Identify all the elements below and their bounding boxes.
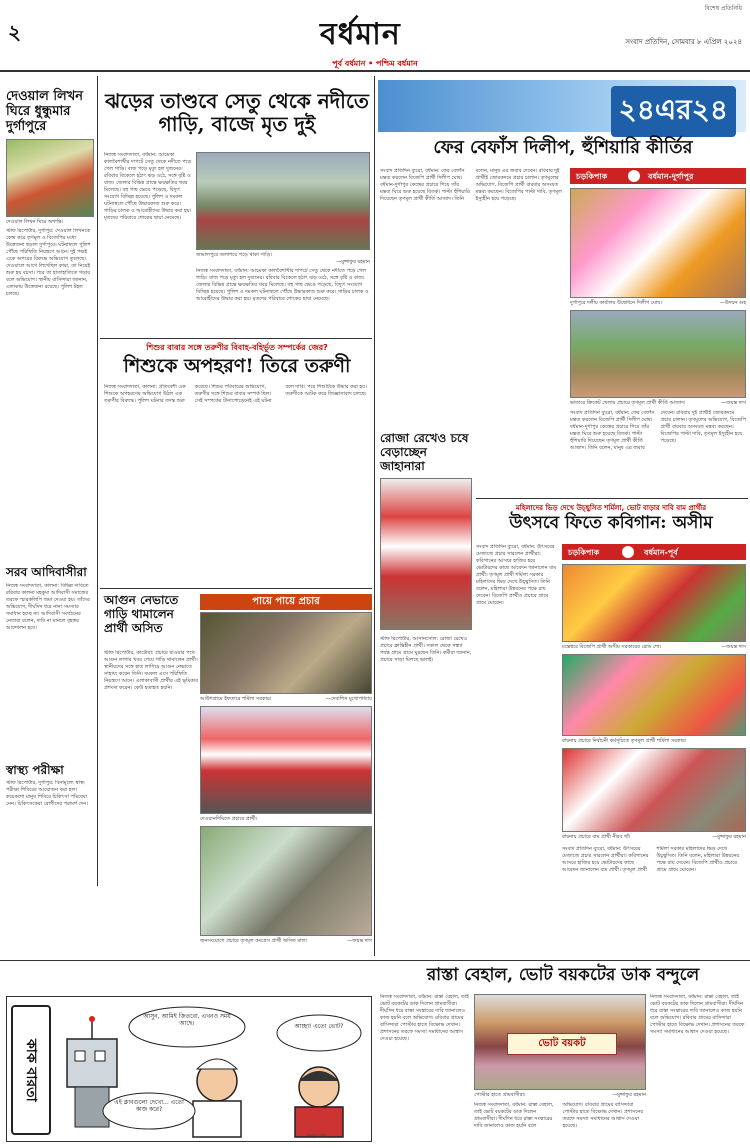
campaign-photo — [200, 706, 372, 814]
photo-caption: পোস্টার হাতে গ্রামবাসীরা। — [474, 1092, 526, 1098]
story-headline: শিশুকে অপহরণ! তিরে তরুণী — [123, 355, 351, 377]
panel-title: পায়ে পায়ে প্রচার — [200, 594, 372, 610]
photo-credit: —মুন্সাফুর রহমান — [612, 1092, 646, 1098]
photo-credit: —জয়ন্ত দাস — [721, 400, 746, 406]
story-body: সংবাদ প্রতিদিন ব্যুরো, বর্ধমান: উৎসবের মেজাজে প্রচার সারলেন প্রার্থীরা। কবিগানের আসরে হাজির হয়ে ভোটারদের কাছে আবেদন জানালেন বাম প্রার্থী। তৃণমূল প্রার্থী শর্মিলা সরকার মহিলাদের ভিড় দেখে উচ্ছ্বসিত। তিনি বলেন, মহিলারা উন্নয়নের পক্ষে রায় দেবেন। বিজেপি প্রার্থীও প্রচারে গ্রামে গ্রামে ঘোরেন। — [476, 544, 557, 606]
photo-caption: আউশগ্রামে ইফতারে শর্মিলা সরকার। — [200, 696, 272, 702]
story-tag-bar — [562, 544, 746, 560]
newspaper-title: বর্ধমান — [320, 17, 401, 52]
election-logo: ২৪এর২৪ — [611, 86, 736, 137]
cartoon-strip — [6, 996, 372, 1142]
story-kicker: শিশুর বাবার সঙ্গে তরুণীর বিবাহ-বহির্ভূত সম্পর্কের জের? — [146, 343, 328, 352]
story-headline: উৎসবে ফিতে কবিগান: অসীম — [509, 513, 713, 533]
protest-poster: ভোট বয়কট — [507, 1033, 617, 1055]
story-body: স্টাফ রিপোর্টার, আসানসোল: রোজা রেখেও প্রচারে ক্লান্তিহীন প্রার্থী। সকাল থেকে সন্ধ্যা পর্যন্ত গ্রামে গ্রামে ঘুরছেন তিনি। কর্মীরা জানান, প্রচারে সাড়া মিলছে ভালই। — [380, 636, 472, 663]
tag-constituency: বর্ধমান-পূর্ব — [644, 548, 678, 557]
section-strip: পূর্ব বর্ধমান • পশ্চিম বর্ধমান — [332, 59, 418, 68]
masthead-bar — [0, 0, 750, 72]
row-divider — [0, 960, 750, 961]
photo-caption: ভাতারে ক্রিকেট খেলায় প্রচারে তৃণমূল প্রার্থী কীর্তি আজাদ। — [570, 400, 686, 406]
story-headline: রোজা রেখেও চষে বেড়াচ্ছেন জাহানারা — [380, 431, 469, 473]
election-photo — [570, 310, 746, 398]
story-headline: সরব আদিবাসীরা — [6, 564, 87, 579]
election-photo — [570, 188, 746, 298]
left-column — [6, 90, 94, 870]
lead-headline: ঝড়ের তাণ্ডবে সেতু থেকে নদীতে গাড়ি, বাজে মৃত দুই — [105, 89, 369, 136]
row-divider — [100, 588, 372, 589]
story-body: নিজস্ব সংবাদদাতা, কালনা: প্রতিবেশী এক শিশুকে অপহরণের অভিযোগ উঠল এক তরুণীর বিরুদ্ধে। পুলিশ ঘটনার তদন্ত শুরু করেছে। শিশুর পরিবারের অভিযোগ, তরুণীর সঙ্গে শিশুর বাবার সম্পর্ক ছিল। সেই সম্পর্কের টানাপোড়েনেই এই ঘটনা বলে দাবি। পরে শিশুটিকে উদ্ধার করা হয়। তরুণীকে আটক করে জিজ্ঞাসাবাদ চলছে। — [104, 384, 367, 404]
page-number: ২ — [8, 20, 22, 44]
kabigan-photo — [562, 748, 746, 832]
story-body: নিজস্ব সংবাদদাতা, কালনা: বিভিন্ন দাবিতে রবিবার কালনা মহকুমা আদিবাসী সমাজের তরফে স্মারকলিপি জমা দেওয়া হয়। তাঁদের অভিযোগ, দীর্ঘদিন ধরে নানা সমস্যার সমাধান হচ্ছে না। আদিবাসী সংগঠনের নেতারা বলেন, দাবি না মানলে বৃহত্তর আন্দোলন হবে। — [6, 582, 90, 631]
ballot-icon — [622, 546, 634, 558]
story-body-cont: সংবাদ প্রতিদিন ব্যুরো, বর্ধমান: ফের বেফাঁস মন্তব্য করলেন বিজেপি প্রার্থী দিলীপ ঘোষ। বর্ধমান-দুর্গাপুর কেন্দ্রের প্রচারে গিয়ে তাঁর মন্তব্য ঘিরে শুরু হয়েছে বিতর্ক। পাল্টা হুঁশিয়ারি দিয়েছেন তৃণমূল প্রার্থী কীর্তি আজাদ। তিনি বলেন, মানুষ এর জবাব দেবেন। রবিবার দুই প্রার্থীই জোরকদমে প্রচার চালান। তৃণমূলের অভিযোগ, বিজেপি প্রার্থী বারবার অসংযত মন্তব্য করছেন। বিজেপির পাল্টা দাবি, তৃণমূল ইস্যুহীন হয়ে পড়েছে। — [570, 410, 746, 451]
story-body: স্টাফ রিপোর্টার, দুর্গাপুর: বিনামূল্যে স্বাস্থ্য পরীক্ষা শিবিরের আয়োজন করা হল। কয়েকশো মানুষ শিবিরে চিকিৎসা পরিষেবা নেন। চিকিৎসকেরা রোগীদের পরামর্শ দেন। — [6, 780, 88, 808]
speech-bubble: আসুন, আমিই জিতবো, এখনও সময় আছে। — [143, 1013, 231, 1027]
photo-credit: —জয়ন্ত দাস — [347, 938, 372, 944]
row-divider — [100, 338, 372, 339]
tag-label: চড়কিপাক — [576, 172, 608, 181]
story-body-cont: নিজস্ব সংবাদদাতা, বর্ধমান: রাস্তা বেহাল, তাই ভোট বয়কটের ডাক দিলেন গ্রামবাসীরা। দীর্ঘদিন ধরে রাস্তা সংস্কারের দাবি জানালেও কাজ হয়নি বলে অভিযোগ। রবিবার গ্রামের বাসিন্দারা পোস্টার হাতে বিক্ষোভ দেখান। প্রশাসনের তরফে সমস্যা সমাধানের আশ্বাস দেওয়া হয়েছে। — [474, 1102, 644, 1129]
story-body: সংবাদ প্রতিদিন ব্যুরো, বর্ধমান: ফের বেফাঁস মন্তব্য করলেন বিজেপি প্রার্থী দিলীপ ঘোষ। বর্ধমান-দুর্গাপুর কেন্দ্রের প্রচারে গিয়ে তাঁর মন্তব্য ঘিরে শুরু হয়েছে বিতর্ক। পাল্টা হুঁশিয়ারি দিয়েছেন তৃণমূল প্রার্থী কীর্তি আজাদ। তিনি বলেন, মানুষ এর জবাব দেবেন। রবিবার দুই প্রার্থীই জোরকদমে প্রচার চালান। তৃণমূলের অভিযোগ, বিজেপি প্রার্থী বারবার অসংযত মন্তব্য করছেন। বিজেপির পাল্টা দাবি, তৃণমূল ইস্যুহীন হয়ে পড়েছে। — [380, 168, 562, 202]
kabigan-photo — [562, 654, 746, 736]
lead-body: নিজস্ব সংবাদদাতা, বর্ধমান: আচমকা কালবৈশাখীর দাপটে সেতু থেকে নদীতে পড়ে গেল গাড়ি। বাজ পড়ে মৃত্যু হল দুজনের। রবিবার বিকেলে হঠাৎ ঝড় ওঠে, সঙ্গে বৃষ্টি ও বাজ। জেলার বিভিন্ন প্রান্তে ক্ষয়ক্ষতির খবর মিলেছে। বহু গাছ ভেঙে পড়েছে, বিদ্যুৎ সংযোগ বিচ্ছিন্ন হয়েছে। পুলিশ ও দমকল ঘটনাস্থলে পৌঁছে উদ্ধারকাজ শুরু করে। গাড়ির চালক ও আরোহীদের উদ্ধার করা হয়। মৃতদের পরিবারে শোকের ছায়া নেমেছে। — [104, 152, 192, 221]
campaign-photo — [200, 826, 372, 936]
photo-caption: রায়নায় প্রচারে নির্বাচনী কর্মসূচিতে তৃণমূল প্রার্থী শর্মিলা সরকার। — [562, 738, 687, 744]
election-headline: ফের বেফাঁস দিলীপ, হুঁশিয়ারি কীর্তির — [433, 137, 693, 158]
column-divider — [97, 76, 98, 886]
speech-bubble: এই ক্লাবগুলো দেখো... এতো কাজ করে? — [114, 1099, 184, 1113]
story-headline: দেওয়াল লিখন ঘিরে ধুন্ধুমার দুর্গাপুরে — [6, 89, 84, 134]
bottom-photo — [474, 994, 646, 1090]
ballot-icon — [628, 170, 640, 182]
photo-caption: রায়নায় প্রচারে বাম প্রার্থী নীরব খাঁ। — [562, 834, 631, 840]
cartoon-credit: অনুপ রায় — [307, 1133, 327, 1139]
photo-credit: —দেবাশিস মুখোপাধ্যায় — [325, 696, 372, 702]
photo-credit: —উদয়ন গুহ — [719, 300, 746, 306]
edition-meta — [705, 4, 742, 13]
photo-caption: জামালপুরে জলাশয়ে পড়ে থাকা গাড়ি। — [196, 252, 273, 258]
story-headline: স্বাস্থ্য পরীক্ষা — [6, 762, 64, 777]
row-divider — [476, 498, 748, 499]
column-divider — [374, 76, 375, 956]
story-body: স্টাফ রিপোর্টার, দুর্গাপুর: দেওয়াল লিখনকে কেন্দ্র করে তৃণমূল ও বিজেপির মধ্যে উত্তেজনা ছড়াল দুর্গাপুরে। ঘটনাস্থলে পুলিশ পৌঁছে পরিস্থিতি নিয়ন্ত্রণে আনে। দুই পক্ষই একে অপরের বিরুদ্ধে অভিযোগ তুলেছে। দেওয়ালে আগে লিখেছিল কারা, তা নিয়েই শুরু হয় বচসা। পরে তা হাতাহাতিতে গড়ায় বলে অভিযোগ। স্থানীয় বাসিন্দারা জানান, এলাকায় উত্তেজনা রয়েছে। পুলিশ টহল চলছে। — [6, 227, 91, 297]
story-tag-bar — [570, 168, 746, 184]
story-kicker: মহিলাদের ভিড় দেখে উচ্ছ্বসিত শর্মিলা, ভোট বাড়ার দাবি বাম প্রার্থীর — [515, 504, 707, 512]
story-body-cont2: নিজস্ব সংবাদদাতা, বর্ধমান: রাস্তা বেহাল, তাই ভোট বয়কটের ডাক দিলেন গ্রামবাসীরা। দীর্ঘদিন ধরে রাস্তা সংস্কারের দাবি জানালেও কাজ হয়নি বলে অভিযোগ। রবিবার গ্রামের বাসিন্দারা পোস্টার হাতে বিক্ষোভ দেখান। প্রশাসনের তরফে সমস্যা সমাধানের আশ্বাস দেওয়া হয়েছে। — [650, 994, 745, 1035]
story-photo — [6, 139, 94, 217]
tag-constituency: বর্ধমান-দুর্গাপুর — [648, 172, 694, 181]
story-headline: রাস্তা বেহাল, ভোট বয়কটের ডাক বন্দুলে — [426, 965, 700, 985]
cartoon-label: কাক বারতা — [11, 1005, 51, 1135]
lead-photo — [196, 152, 370, 250]
roza-photo — [380, 478, 472, 630]
edition-label: বিশেষ প্রতিনিধি — [704, 5, 742, 12]
photo-caption: দেওয়ানদিঘিতে প্রচারে প্রার্থী। — [200, 816, 258, 822]
photo-caption: মন্তেশ্বরে বিজেপি প্রার্থী অসীম সরকারের রোড শো। — [562, 644, 662, 650]
photo-caption: দেওয়াল লিখন ঘিরে অশান্তি। — [6, 218, 64, 225]
photo-credit: —জয়ন্ত দাস — [721, 644, 746, 650]
story-headline: আগুন নেভাতে গাড়ি থামালেন প্রার্থী অসিত — [104, 593, 179, 635]
speech-bubble: আচ্ছা! এতো ভোট? — [294, 1023, 344, 1030]
photo-caption: জনসংযোগে প্রচারে তৃণমূল কংগ্রেস প্রার্থী অসিত মাল। — [200, 938, 308, 944]
lead-body-cont: নিজস্ব সংবাদদাতা, বর্ধমান: আচমকা কালবৈশাখীর দাপটে সেতু থেকে নদীতে পড়ে গেল গাড়ি। বাজ পড়ে মৃত্যু হল দুজনের। রবিবার বিকেলে হঠাৎ ঝড় ওঠে, সঙ্গে বৃষ্টি ও বাজ। জেলার বিভিন্ন প্রান্তে ক্ষয়ক্ষতির খবর মিলেছে। বহু গাছ ভেঙে পড়েছে, বিদ্যুৎ সংযোগ বিচ্ছিন্ন হয়েছে। পুলিশ ও দমকল ঘটনাস্থলে পৌঁছে উদ্ধারকাজ শুরু করে। গাড়ির চালক ও আরোহীদের উদ্ধার করা হয়। মৃতদের পরিবারে শোকের ছায়া নেমেছে। — [196, 268, 369, 302]
tag-label: চড়কিপাক — [568, 548, 600, 557]
kabigan-photo — [562, 564, 746, 642]
story-body: স্টাফ রিপোর্টার, কাটোয়া: প্রচারে যাওয়ার পথে আগুন লাগার খবর পেয়ে গাড়ি থামালেন প্রার্থী। স্থানীয়দের সঙ্গে হাত লাগিয়ে আগুন নেভাতে সাহায্য করেন তিনি। দমকল এসে পরিস্থিতি নিয়ন্ত্রণে আনে। এলাকাবাসী প্রার্থীর এই ভূমিকার প্রশংসা করেন। কেউ হতাহত হয়নি। — [104, 650, 198, 691]
campaign-photo — [200, 612, 372, 694]
photo-caption: দুর্গাপুরে দলীয় কার্যালয় উদ্বোধনে দিলীপ ঘোষ। — [570, 300, 662, 306]
photo-credit: —মুন্সাফুর রহমান — [712, 834, 746, 840]
edition-date: সংবাদ প্রতিদিন, সোমবার ৮ এপ্রিল ২০২৪ — [625, 38, 742, 46]
election-banner — [378, 80, 746, 132]
story-body-cont: সংবাদ প্রতিদিন ব্যুরো, বর্ধমান: উৎসবের মেজাজে প্রচার সারলেন প্রার্থীরা। কবিগানের আসরে হাজির হয়ে ভোটারদের কাছে আবেদন জানালেন বাম প্রার্থী। তৃণমূল প্রার্থী শর্মিলা সরকার মহিলাদের ভিড় দেখে উচ্ছ্বসিত। তিনি বলেন, মহিলারা উন্নয়নের পক্ষে রায় দেবেন। বিজেপি প্রার্থীও প্রচারে গ্রামে গ্রামে ঘোরেন। — [562, 846, 740, 873]
story-body: নিজস্ব সংবাদদাতা, বর্ধমান: রাস্তা বেহাল, তাই ভোট বয়কটের ডাক দিলেন গ্রামবাসীরা। দীর্ঘদিন ধরে রাস্তা সংস্কারের দাবি জানালেও কাজ হয়নি বলে অভিযোগ। রবিবার গ্রামের বাসিন্দারা পোস্টার হাতে বিক্ষোভ দেখান। প্রশাসনের তরফে সমস্যা সমাধানের আশ্বাস দেওয়া হয়েছে। — [380, 994, 469, 1042]
photo-credit: —মুন্সাফুর রহমান — [336, 259, 370, 265]
